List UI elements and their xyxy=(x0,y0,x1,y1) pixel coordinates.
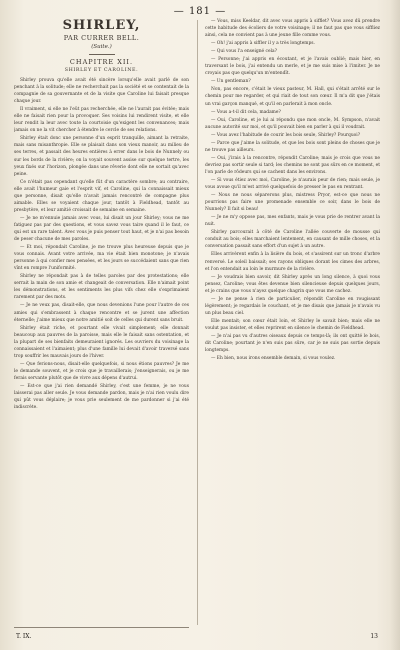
paragraph: Non, pas encore, c'était le vieux pasteur, M. Hall, qui s'était arrêté sur le chemin pour me regarder, et qui riait de tout son cœur. Il m'a dit que j'étais un vrai garçon manqué, et qu'il en parlerait à mon oncle. xyxy=(205,87,380,107)
chapter-subtitle: SHIRLEY ET CAROLINE. xyxy=(64,68,139,73)
right-column xyxy=(205,18,380,628)
paragraph: — Et moi, répondait Caroline, je me trouve plus heureuse depuis que je vous connais. Avant votre arrivée, ma vie était bien monotone; je n'avais personne à qui confier mes pensées, et les jours se succédaient sans que rien vînt en rompre l'uniformité. xyxy=(14,245,189,272)
paragraph: — Je voudrais bien savoir, dit Shirley après un long silence, à quoi vous pensez, Caroline; vous êtes devenue bien silencieuse depuis quelques jours, et je crains que vous n'ayez quelque chagrin que vous me cachez. xyxy=(205,274,380,294)
paragraph: Shirley prouva qu'elle avait été sincère lorsqu'elle avait parlé de son penchant à la solitude; elle ne recherchait pas la société et se contentait de la compagnie de sa gouvernante et de la visite que Caroline lui faisait presque chaque jour. xyxy=(14,78,189,105)
paragraph: Shirley parcourait à côté de Caroline l'allée couverte de mousse qui conduit au bois; elles marchaient lentement, en causant de mille choses, et la conversation passait sans effort d'un sujet à un autre. xyxy=(205,230,380,250)
paragraph: — Vous, miss Keeldar, dit avec vous appris à sifflet? Vous avez dû prendre cette habitude des écoliers de votre voisinage; il ne faut pas que vous siffliez ainsi, cela ne convient pas à une jeune fille comme vous. xyxy=(205,19,380,39)
paragraph: — Je ne m'ennuie jamais avec vous, lui disait un jour Shirley; vous ne me fatiguez pas par des questions, et vous savez vous taire quand il le faut, ce qui est un rare talent. Avec vous je puis penser tout haut, et je n'ai pas besoin de peser chacune de mes paroles. xyxy=(14,215,189,243)
right-column-text xyxy=(205,18,380,362)
footer-rule xyxy=(14,627,189,628)
article-author: PAR CURRER BELL. xyxy=(63,34,140,42)
paragraph: — Oh! j'ai appris à siffler il y a très longtemps. xyxy=(211,41,315,47)
column-divider xyxy=(197,20,198,625)
paragraph: — Vous avez l'habitude de courir les bois seule, Shirley? Pourquoi? xyxy=(211,132,361,138)
paragraph: Il vraiment, si elle ne l'eût pas recherchée, elle ne l'aurait pas évitée; mais elle ne faisait rien pour la provoquer. Ses voisins lui rendirent visite, et elle leur rendit la leur avec toute la courtoisie qu'exigent les convenances; mais jamais on ne la vit chercher à étendre le cercle de ses relations. xyxy=(14,107,189,134)
sheet-number: 13 xyxy=(370,633,378,640)
paragraph: — Est-ce que j'ai rien demandé Shirley, c'est une femme, je ne vous laisserai pas aller seule. Je vous demande pardon, mais je n'ai rien voulu dire qui pût vous déplaire; je vous prie seulement de me pardonner si j'ai été indiscrète. xyxy=(14,383,189,411)
paragraph: — Si vous étiez avec moi, Caroline, je n'aurais peur de rien; mais seule, je vous avoue qu'il m'est arrivé quelquefois de presser le pas en rentrant. xyxy=(205,177,380,191)
paragraph: — Je ne pense à rien de particulier, répondit Caroline en rougissant légèrement; je regardais le couchant, et je me disais que jamais je n'avais vu un plus beau ciel. xyxy=(205,296,380,316)
page-edge-shadow xyxy=(390,0,400,650)
paragraph: Shirley ne répondait pas à de telles paroles par des protestations; elle serrait la main de son amie et changeait de conversation. Elle n'aimait point les démonstrations, et les sentiments les plus vifs chez elle s'exprimaient rarement par des mots. xyxy=(14,274,189,301)
paragraph: — Qui vous l'a enseigné cela? xyxy=(211,49,277,55)
paragraph: — Je ne m'y oppose pas, mes enfants, mais je vous prie de rentrer avant la nuit. xyxy=(205,215,380,228)
paragraph: — Personne; j'ai appris en écoutant, et je l'avais oublié; mais hier, en traversant le bois, j'ai entendu un merle, et je me suis mise à l'imiter. Je ne croyais pas que quelqu'un m'entendît. xyxy=(205,57,380,77)
paragraph: — Vous a-t-il dit cela, madame? xyxy=(211,109,281,115)
paragraph: — Je n'ai pas vu d'autres oiseaux depuis ce temps-là; ils ont quitté le bois, dit Caroline; pourtant je n'en suis pas sûre, car je ne suis pas sortie depuis longtemps. xyxy=(205,333,380,354)
article-heading xyxy=(14,18,189,74)
paragraph: Elles arrivèrent enfin à la lisière du bois, et s'assirent sur un tronc d'arbre renversé. Le soleil baissait; ses rayons obliques dorant les cimes des arbres, et l'on entendait au loin le murmure de la rivière. xyxy=(205,252,380,272)
paragraph: — Que ferions-nous, disait-elle quelquefois, si nous étions pauvres? Je me le demande souvent, et je crois que je travaillerais; j'enseignerais, ou je me ferais servante plutôt que de vivre aux dépens d'autrui. xyxy=(14,361,189,381)
left-column-text xyxy=(14,77,189,411)
paragraph: — Un gentleman? xyxy=(211,79,251,85)
paragraph: — Oui, j'irais à la rencontre, répondit Caroline; mais je crois que vous ne devriez pas sortir seule si tard; les chemins ne sont pas sûrs en ce moment, et l'on parle de rôdeurs qui se cachent dans les environs. xyxy=(205,155,380,175)
article-title: SHIRLEY, xyxy=(62,18,141,33)
page-number: — 181 — xyxy=(173,6,227,17)
paragraph: Ce n'était pas cependant qu'elle fût d'un caractère sombre; au contraire, elle avait l'humeur gaie et l'esprit vif, et Caroline, qui la connaissait mieux que personne, disait qu'elle n'avait jamais rencontré de compagne plus aimable. Elles se voyaient chaque jour, tantôt à Fieldhead, tantôt au presbytère, et leur amitié croissait de semaine en semaine. xyxy=(14,179,189,213)
paragraph: — Oui, Caroline, et je lui ai répondu que mon oncle, M. Sympson, n'avait aucune autorité sur moi, et qu'il pouvait bien en parler à qui il voudrait. xyxy=(205,117,380,130)
paragraph: — Je ne veux pas, disait-elle, que nous devenions l'une pour l'autre de ces amies qui s'embrassent à chaque rencontre et se jurent une affection éternelle; j'aime mieux que notre amitié soit de celles qui durent sans bruit. xyxy=(14,303,189,323)
paragraph: Shirley était riche, et pourtant elle vivait simplement; elle donnait beaucoup aux pauvres de la paroisse, mais elle le faisait sans ostentation, et la plupart de ses bienfaits demeuraient ignorés. Les ouvriers du voisinage la connaissaient et l'aimaient; plus d'une famille lui devait d'avoir traversé sans trop souffrir les mauvais jours de l'hiver. xyxy=(14,325,189,359)
heading-divider xyxy=(89,54,115,55)
paragraph: — Nous ne nous séparerons plus, mistress Pryor, est-ce que nous ne pourrions pas faire une promenade ensemble ce soir, dans le bois de Nunnely? Il fait si beau! xyxy=(205,193,380,213)
paragraph: — Parce que j'aime la solitude, et que les bois sont pleins de choses que je ne trouve pas ailleurs. xyxy=(205,140,380,153)
paragraph: — Eh bien, nous irons ensemble demain, si vous voulez. xyxy=(211,356,336,362)
article-continuation: (Suite.) xyxy=(91,44,112,50)
paragraph: Shirley était donc une personne d'un esprit tranquille, aimant la retraite, mais sans misanthropie. Elle se plaisait dans son vieux manoir, au milieu de ses terres, et passait des heures entières à errer dans le bois de Nunnely ou sur les bords de la rivière; on la voyait souvent assise sur quelque tertre, les yeux fixés sur l'horizon, plongée dans une rêverie dont elle ne sortait qu'avec peine. xyxy=(14,136,189,177)
left-column xyxy=(14,18,189,628)
paragraph: Elle mentait; son cœur était loin, et Shirley le savait bien; mais elle ne voulut pas insister, et elles reprirent en silence le chemin de Fieldhead. xyxy=(205,318,380,331)
chapter-title: CHAPITRE XII. xyxy=(69,58,134,66)
signature-mark: T. IX. xyxy=(16,633,32,640)
